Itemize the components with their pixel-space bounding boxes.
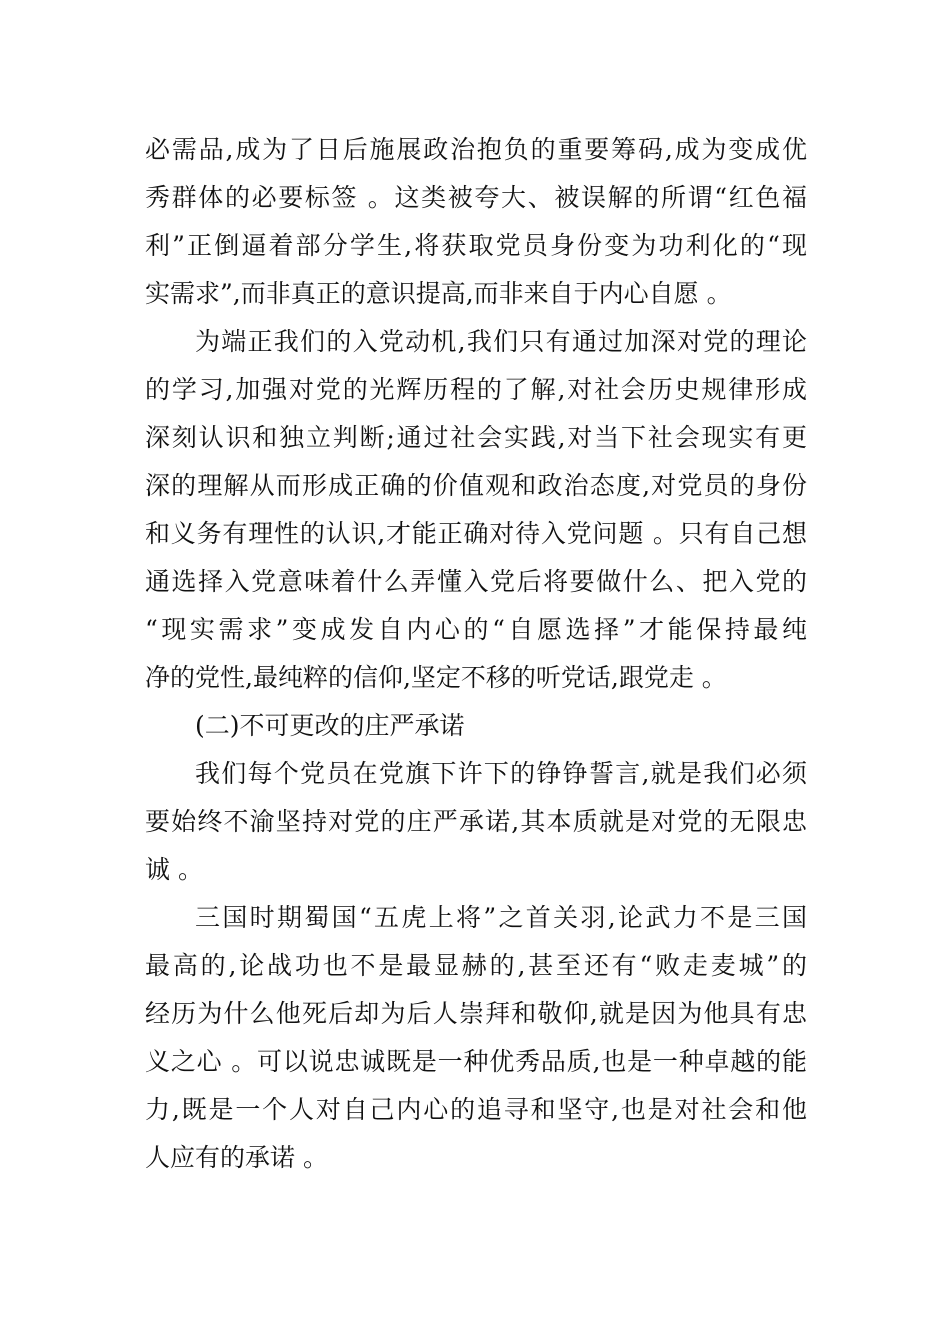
text-line: 和义务有理性的认识,才能正确对待入党问题 。只有自己想 <box>145 519 807 548</box>
text-line: 必需品,成为了日后施展政治抱负的重要筹码,成为变成优 <box>145 135 807 164</box>
text-line: 通选择入党意味着什么弄懂入党后将要做什么、把入党的 <box>145 567 807 596</box>
text-line: 力,既是一个人对自己内心的追寻和坚守,也是对社会和他 <box>145 1095 807 1124</box>
text-line: 诚 。 <box>145 855 203 884</box>
text-line: “现实需求”变成发自内心的“自愿选择”才能保持最纯 <box>145 615 807 644</box>
text-line: 人应有的承诺 。 <box>145 1143 328 1172</box>
text-line: 要始终不渝坚持对党的庄严承诺,其本质就是对党的无限忠 <box>145 807 807 836</box>
section-heading: (二)不可更改的庄严承诺 <box>195 711 465 740</box>
text-line: 深刻认识和独立判断;通过社会实践,对当下社会现实有更 <box>145 423 807 452</box>
text-line: 我们每个党员在党旗下许下的铮铮誓言,就是我们必须 <box>195 759 807 788</box>
document-body <box>145 126 807 1182</box>
text-line: 的学习,加强对党的光辉历程的了解,对社会历史规律形成 <box>145 375 807 404</box>
text-line: 秀群体的必要标签 。这类被夸大、被误解的所谓“红色福 <box>145 183 807 212</box>
text-line: 深的理解从而形成正确的价值观和政治态度,对党员的身份 <box>145 471 807 500</box>
text-line: 净的党性,最纯粹的信仰,坚定不移的听党话,跟党走 。 <box>145 663 727 692</box>
text-line: 最高的,论战功也不是最显赫的,甚至还有“败走麦城”的 <box>145 951 807 980</box>
text-line: 实需求”,而非真正的意识提高,而非来自于内心自愿 。 <box>145 279 732 308</box>
text-line: 三国时期蜀国“五虎上将”之首关羽,论武力不是三国 <box>195 903 807 932</box>
text-line: 为端正我们的入党动机,我们只有通过加深对党的理论 <box>195 327 807 356</box>
text-line: 经历为什么他死后却为后人崇拜和敬仰,就是因为他具有忠 <box>145 999 807 1028</box>
text-line: 利”正倒逼着部分学生,将获取党员身份变为功利化的“现 <box>145 231 807 260</box>
text-line: 义之心 。可以说忠诚既是一种优秀品质,也是一种卓越的能 <box>145 1047 807 1076</box>
